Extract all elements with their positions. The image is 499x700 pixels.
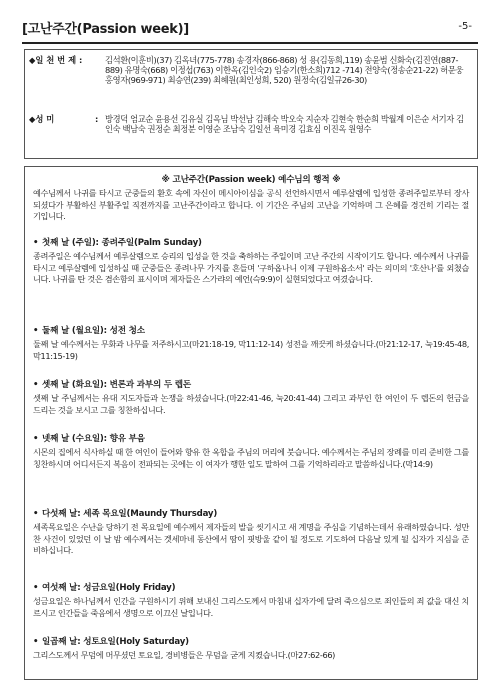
intro-heading: ※ 고난주간(Passion week) 예수님의 행적 ※: [161, 175, 341, 185]
day4-heading: [33, 434, 469, 445]
page-header: [22, 16, 478, 42]
day1-title: 첫째 날 (주일): 종려주일(Palm Sunday): [42, 238, 202, 248]
sungmi-label: ◆성 미: [29, 114, 55, 124]
day6-title: 여섯째 날: 성금요일(Holy Friday): [42, 583, 176, 593]
section-day1: [33, 238, 469, 286]
day5-heading: [33, 509, 469, 520]
bullet-icon: •: [33, 509, 39, 519]
day2-body: 둘째 날 예수께서는 무화과 나무를 저주하시고(마21:18-19, 막11:12-14) 성전을 깨끗케 하셨습니다.(마21:12-17, 눅19:45-48, 막11:15-19): [33, 339, 469, 361]
bullet-icon: •: [33, 583, 39, 593]
bullet-icon: •: [33, 380, 39, 390]
sungmi-colon: :: [95, 114, 99, 124]
sungmi-names: 방경덕 엄교순 윤용선 김유실 김옥님 박선남 김해숙 박오숙 지순자 김현숙 한순희 박월계 이은순 서기자 김인숙 백남숙 권정순 최정분 이영순 조남숙 김일선 육미경 김효심 이진옥 원영수: [105, 114, 464, 135]
day1-heading: [33, 238, 469, 249]
day7-title: 일곱째 날: 성토요일(Holy Saturday): [42, 637, 189, 647]
day2-title: 둘째 날 (월요일): 성전 청소: [42, 326, 145, 336]
intro-body: 예수님께서 나귀를 타시고 군중들의 환호 속에 자신이 메시아이심을 공식 선언하시면서 예루살렘에 입성한 종려주일로부터 장사되셨다가 부활하신 부활주일 직전까지를 고난주간이라고 합니다. 이 기간은 주님의 고난을 기억하며 그 은혜를 경건히 기리는 절기입니다.: [33, 188, 469, 222]
page-title: [고난주간(Passion week)]: [22, 22, 189, 37]
section-day6: [33, 583, 469, 619]
day6-body: 성금요일은 하나님께서 인간을 구원하시기 위해 보내신 그리스도께서 마침내 십자가에 달려 죽으심으로 죄인들의 죄 값을 대신 치르시고 인간들을 죽음에서 생명으로 이끄신 날입니다.: [33, 596, 469, 618]
page-number: -5-: [458, 21, 472, 32]
section-day5: [33, 509, 469, 557]
section-day7: [33, 637, 469, 662]
bullet-icon: •: [33, 238, 39, 248]
passion-week-box: [24, 166, 478, 680]
day3-heading: [33, 380, 469, 391]
day5-body: 세족목요일은 수난을 당하기 전 목요일에 예수께서 제자들의 발을 씻기시고 새 계명을 주심을 기념하는데서 유래하였습니다. 성만찬 사건이 있었던 이 날 밤 예수께서는 겟세마네 동산에서 땀이 핏방울 같이 될 정도로 기도하여 다음날 있게 될 십자가 지심을 준비하십니다.: [33, 522, 469, 556]
bullet-icon: •: [33, 434, 39, 444]
day3-body: 셋째 날 주님께서는 유대 지도자들과 논쟁을 하셨습니다.(마22:41-46, 눅20:41-44) 그리고 과부인 한 여인이 두 렙돈의 헌금을 드리는 것을 보시고 그를 칭찬하십니다.: [33, 393, 469, 415]
header-rule: [22, 42, 478, 44]
section-day3: [33, 380, 469, 416]
day6-heading: [33, 583, 469, 594]
day7-body: 그리스도께서 무덤에 머무셨던 토요일, 경비병들은 무덤을 굳게 지켰습니다.(마27:62-66): [33, 650, 336, 660]
day7-heading: [33, 637, 469, 648]
section-intro: [33, 175, 469, 223]
bullet-icon: •: [33, 326, 39, 336]
section-day4: [33, 434, 469, 470]
offering-info-box: [24, 49, 478, 159]
day2-heading: [33, 326, 469, 337]
thousand-offering-label: ◆일 천 번 제 :: [29, 55, 83, 65]
bullet-icon: •: [33, 637, 39, 647]
section-day2: [33, 326, 469, 362]
thousand-offering-names: 김석환(이훈비)(37) 김옥녀(775-778) 송경자(866-868) 성 용(김동희,119) 송윤범 신화숙(김진연(887-889) 유명숙(668) 이정섭(763) 이한옥(김인숙2) 임승기(한소희)712 -714) 전양숙(정송순21-22) 허문웅 홍영자(969-971) 최승연(239) 최혜원(최인성희, 520) 원정숙(김일규26-30): [105, 55, 464, 86]
day4-body: 시몬의 집에서 식사하실 때 한 여인이 들어와 향유 한 옥합을 주님의 머리에 붓습니다. 예수께서는 주님의 장례를 미리 준비한 그를 칭찬하시며 어디서든지 복음이 전파되는 곳에는 이 여자가 행한 일도 말하여 그를 기억하리라고 말씀하십니다.(막14:9): [33, 447, 469, 469]
day4-title: 넷째 날 (수요일): 향유 부음: [42, 434, 145, 444]
day5-title: 다섯째 날: 세족 목요일(Maundy Thursday): [42, 509, 218, 519]
day1-body: 종려주일은 예수님께서 예루살렘으로 승리의 입성을 한 것을 축하하는 주일이며 고난 주간의 시작이기도 합니다. 예수께서 나귀를 타시고 예루살렘에 입성하실 때 군중들은 종려나무 가지를 흔들며 '구하옵나니 이제 구원하옵소서' 라는 의미의 '호산나'를 외쳤습니다. 나귀를 탄 것은 겸손함의 표시이며 제자들은 스가랴의 예언(슥9:9)이 실현되었다고 여겼습니다.: [33, 251, 469, 285]
day3-title: 셋째 날 (화요일): 변론과 과부의 두 렙돈: [42, 380, 191, 390]
